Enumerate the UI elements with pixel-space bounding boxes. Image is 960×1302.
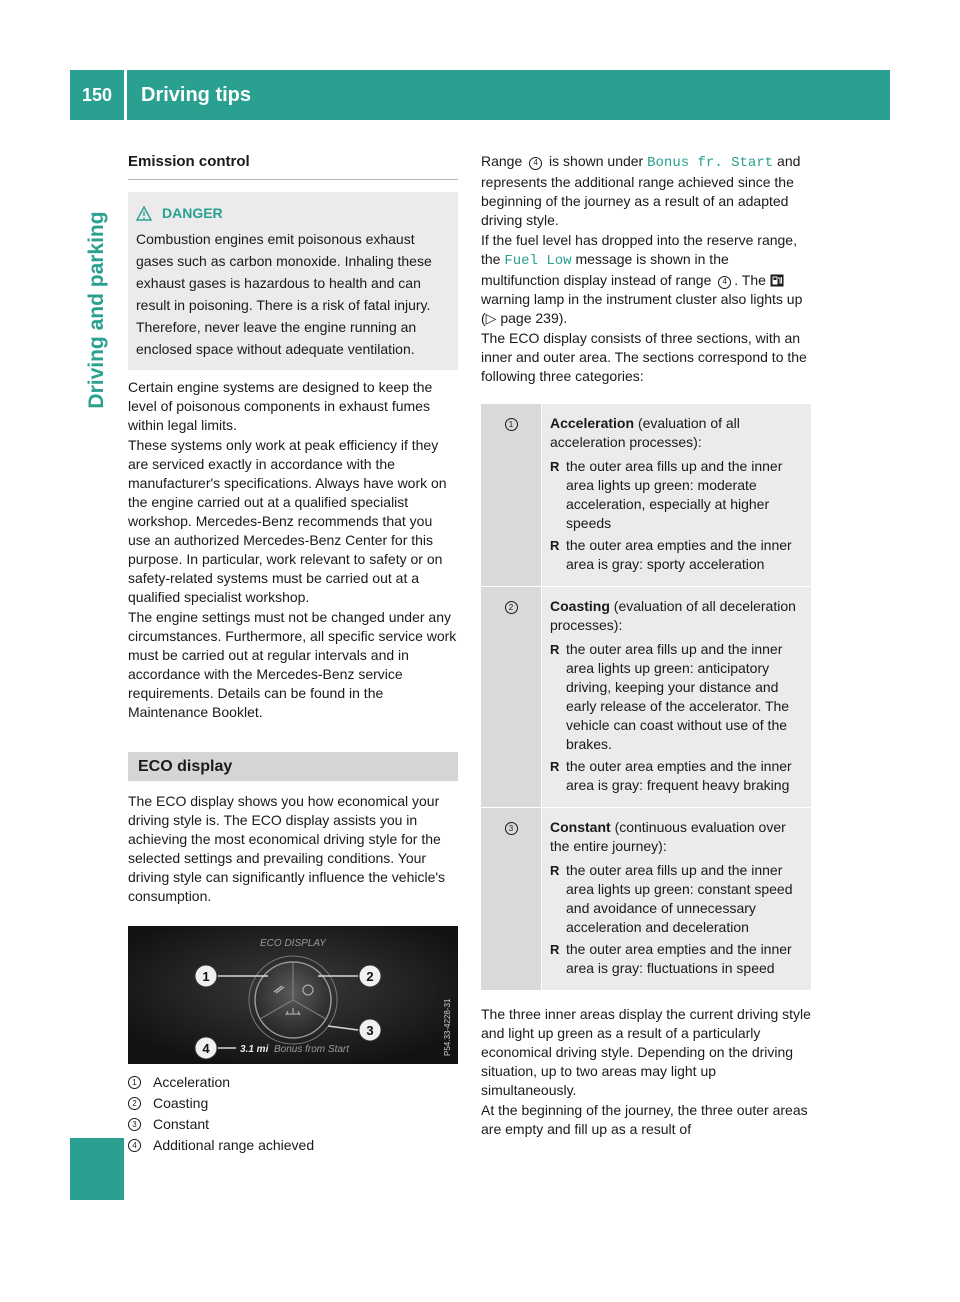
emission-paragraph: Certain engine systems are designed to keep the level of poisonous components in exhaust fumes within legal limits. (128, 379, 433, 433)
category-number: 2 (505, 601, 518, 614)
legend-item (128, 1114, 458, 1135)
danger-text: Combustion engines emit poisonous exhaust gases such as carbon monoxide. Inhaling these exhaust gases is hazardous to health and can result in poisoning. There is a risk of fatal injury. Therefore, never leave the engine running an enclosed space without adequate ventilation. (136, 231, 432, 357)
bullet-marker: R (550, 459, 560, 474)
display-message-code: Bonus fr. Start (647, 155, 774, 171)
legend-number: 4 (128, 1139, 141, 1152)
svg-text:4: 4 (202, 1041, 210, 1056)
emission-paragraph: These systems only work at peak efficiency if they are serviced exactly in accordance with the manufacturer's specifications. Always have work on the engine carried out at a qualified specialist workshop. Mercedes-Benz recommends that you use an authorized Mercedes-Benz Center for this purpose. In particular, work relevant to safety or on safety-related systems must be carried out at a qualified specialist workshop. (128, 437, 447, 605)
eco-legend (128, 1072, 458, 1156)
danger-heading (136, 202, 448, 224)
bullet-marker: R (550, 759, 560, 774)
list-item: R the outer area empties and the inner area is gray: frequent heavy braking (550, 758, 792, 793)
list-item: R the outer area fills up and the inner area lights up green: moderate acceleration, especially at higher speeds (550, 458, 783, 531)
callout-1 (195, 965, 217, 987)
legend-label: Additional range achieved (153, 1137, 315, 1153)
range-paragraph: Range 4 is shown under Bonus fr. Start and represents the additional range achieved since the beginning of the journey as a result of an adapted driving style. (481, 153, 801, 228)
table-row (481, 587, 811, 808)
eco-display-image (128, 926, 458, 1064)
list-item: R the outer area fills up and the inner area lights up green: anticipatory driving, keeping your distance and early release of the accelerator. The vehicle can coast without use of the brakes. (550, 641, 790, 752)
inline-number: 4 (529, 157, 542, 170)
legend-number: 3 (128, 1118, 141, 1131)
table-row (481, 808, 811, 991)
list-item: R the outer area empties and the inner area is gray: fluctuations in speed (550, 941, 792, 976)
inner-areas-paragraph: The three inner areas display the current driving style and light up green as a result of a particularly economical driving style. Depending on the driving situation, up to two areas may light up simultaneously. (481, 1006, 811, 1098)
svg-text:3: 3 (366, 1023, 374, 1038)
emission-paragraph: The engine settings must not be changed under any circumstances. Furthermore, all specific service work must be carried out at regular intervals and in accordance with the Mercedes-Benz service requirements. Details can be found in the Maintenance Booklet. (128, 609, 457, 720)
category-desc: (evaluation of all deceleration processes): (550, 598, 796, 633)
journey-start-paragraph: At the beginning of the journey, the three outer areas are empty and fill up as a result of (481, 1102, 808, 1137)
bullet-marker: R (550, 538, 560, 553)
range-value: 3.1 mi (240, 1044, 269, 1055)
legend-label: Acceleration (153, 1074, 231, 1090)
page-number: 150 (81, 84, 113, 105)
warning-triangle-icon (136, 206, 152, 221)
category-name: Coasting (550, 598, 610, 614)
callout-4 (195, 1037, 217, 1059)
left-column (128, 152, 458, 1156)
inline-number: 4 (718, 276, 731, 289)
side-tab-label: Driving and parking (85, 211, 108, 409)
section-title-emission: Emission control (128, 152, 458, 180)
image-code: P54.33-4228-31 (443, 998, 452, 1056)
right-column (481, 152, 811, 1140)
category-desc: (continuous evaluation over the entire journey): (550, 819, 786, 854)
page-ref-link[interactable]: page 239). (500, 310, 568, 326)
danger-box (128, 192, 458, 370)
legend-item (128, 1093, 458, 1114)
header-divider (124, 70, 127, 120)
side-tab-marker (70, 1138, 124, 1200)
svg-text:1: 1 (202, 969, 210, 984)
fuel-low-paragraph: If the fuel level has dropped into the reserve range, the Fuel Low message is shown in the multifunction display instead of range 4 . The warning lamp in the instrument cluster also lights up (▷ page 239). (481, 232, 803, 326)
bullet-marker: R (550, 863, 560, 878)
range-label: Bonus from Start (274, 1044, 350, 1055)
legend-item (128, 1135, 458, 1156)
category-name: Acceleration (550, 415, 635, 431)
callout-3 (359, 1019, 381, 1041)
page-title: Driving tips (141, 83, 252, 106)
category-table (481, 404, 811, 991)
list-item: R the outer area fills up and the inner area lights up green: constant speed and avoidance of unnecessary acceleration and deceleration (550, 862, 793, 935)
page-ref-arrow-icon: ▷ (485, 310, 497, 326)
category-number: 3 (505, 822, 518, 835)
bullet-marker: R (550, 642, 560, 657)
table-row (481, 404, 811, 587)
section-title-eco: ECO display (128, 752, 458, 781)
callout-2 (359, 965, 381, 987)
display-message-code: Fuel Low (504, 253, 572, 269)
legend-number: 1 (128, 1076, 141, 1089)
bullet-marker: R (550, 942, 560, 957)
legend-number: 2 (128, 1097, 141, 1110)
danger-label: DANGER (162, 205, 223, 221)
list-item: R the outer area empties and the inner area is gray: sporty acceleration (550, 537, 792, 572)
eco-display-illustration (128, 926, 458, 1064)
legend-item (128, 1072, 458, 1093)
sections-paragraph: The ECO display consists of three sections, with an inner and outer area. The sections correspond to the following three categories: (481, 330, 807, 384)
category-name: Constant (550, 819, 611, 835)
svg-text:2: 2 (366, 969, 374, 984)
category-number: 1 (505, 418, 518, 431)
legend-label: Coasting (153, 1095, 209, 1111)
screen-title: ECO DISPLAY (260, 938, 326, 949)
category-desc: (evaluation of all acceleration processes): (550, 415, 740, 450)
fuel-pump-icon (770, 274, 784, 287)
eco-intro: The ECO display shows you how economical your driving style is. The ECO display assists you in achieving the most economical driving style for the selected settings and prevailing conditions. Your driving style can significantly influence the vehicle's consumption. (128, 793, 446, 904)
legend-label: Constant (153, 1116, 210, 1132)
